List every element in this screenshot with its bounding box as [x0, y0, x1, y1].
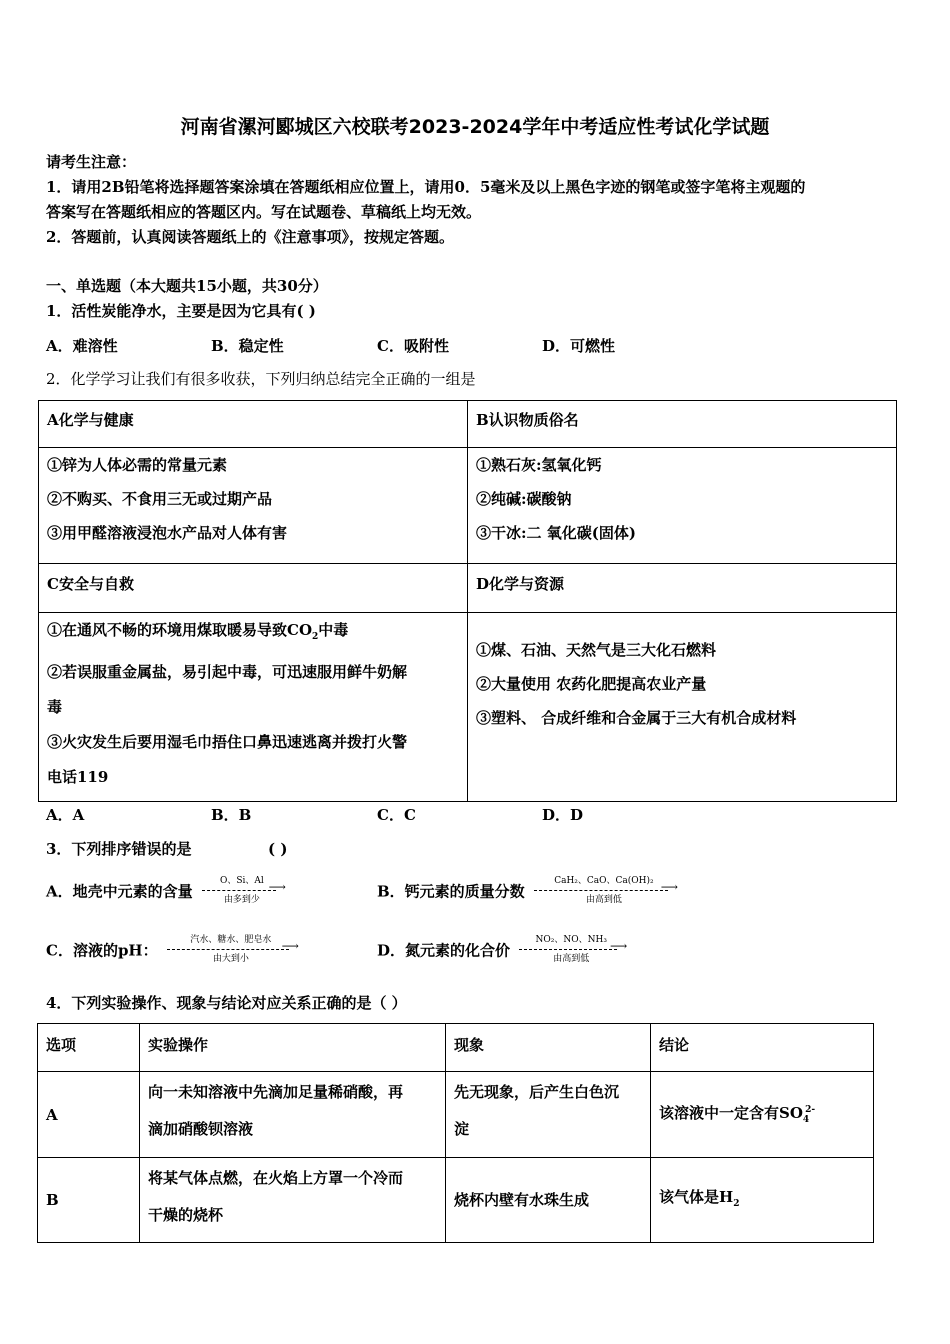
q2-cell-b-head: B认识物质俗名 — [468, 401, 897, 448]
q2-b-line3: ③干冰:二 氧化碳(固体) — [476, 524, 636, 542]
q4-row-b-conclusion: 该气体是$H_2$ — [651, 1158, 874, 1243]
q1-option-c: C．吸附性 — [377, 337, 449, 355]
q3-a-top: O、Si、Al — [219, 876, 264, 886]
q4-stem: 4．下列实验操作、现象与结论对应关系正确的是（ ） — [46, 994, 407, 1012]
q2-a-line2: ②不购买、不食用三无或过期产品 — [47, 490, 273, 508]
q2-cell-d-head: D化学与资源 — [468, 564, 897, 613]
q2-c-line5: 电话119 — [47, 768, 109, 786]
q3-d-bottom: 由高到低 — [553, 954, 590, 964]
q4-row-b-operation: 将某气体点燃，在火焰上方罩一个冷而 干燥的烧杯 — [140, 1158, 446, 1243]
q4-header-phenomenon: 现象 — [446, 1024, 651, 1072]
q3-b-bottom: 由高到低 — [585, 895, 622, 905]
q3-a-bottom: 由多到少 — [223, 895, 260, 905]
section1-heading: 一、单选题（本大题共15小题，共30分） — [46, 277, 328, 295]
q2-d-line1: ①煤、石油、天然气是三大化石燃料 — [476, 641, 717, 659]
q2-cell-c-body — [39, 613, 468, 802]
q3-c-bottom: 由大到小 — [212, 954, 249, 964]
page-title: 河南省漯河郾城区六校联考2023-2024学年中考适应性考试化学试题 — [180, 116, 770, 138]
q2-b-line1: ①熟石灰:氢氧化钙 — [476, 456, 602, 474]
q2-option-b: B．B — [211, 806, 252, 824]
q1-stem: 1．活性炭能净水，主要是因为它具有( ) — [46, 302, 316, 320]
q2-cell-c-head: C安全与自救 — [39, 564, 468, 613]
q2-option-d: D．D — [542, 806, 584, 824]
q4-row-a-conclusion: 该溶液中一定含有$SO_4^{2-}$ — [651, 1072, 874, 1158]
notice-item2: 2．答题前，认真阅读答题纸上的《注意事项》，按规定答题。 — [46, 228, 454, 246]
q3-option-d — [377, 935, 623, 965]
q4-row-a-phenomenon: 先无现象，后产生白色沉 淀 — [446, 1072, 651, 1158]
q4-header-operation: 实验操作 — [140, 1024, 446, 1072]
q3-stem: 3．下列排序错误的是 — [46, 840, 192, 858]
q3-d-label: D．氮元素的化合价 — [377, 941, 511, 960]
q2-cell-a-head: A化学与健康 — [39, 401, 468, 448]
q3-option-c — [46, 935, 295, 965]
q1-option-a: A．难溶性 — [46, 337, 118, 355]
q3-c-top: 汽水、糖水、肥皂水 — [190, 935, 272, 945]
q1-option-d: D．可燃性 — [542, 337, 616, 355]
q3-b-top: CaH₂、CaO、Ca(OH)₂ — [554, 876, 654, 886]
notice-item1-line2: 答案写在答题纸相应的答题区内。写在试题卷、草稿纸上均无效。 — [46, 203, 482, 221]
q2-option-c: C．C — [377, 806, 416, 824]
q2-a-line1: ①锌为人体必需的常量元素 — [47, 456, 228, 474]
q2-d-line2: ②大量使用 农药化肥提高农业产量 — [476, 675, 707, 693]
q2-option-a: A．A — [46, 806, 85, 824]
q2-stem: 2．化学学习让我们有很多收获，下列归纳总结完全正确的一组是 — [46, 370, 476, 388]
q3-c-arrow — [167, 935, 295, 965]
q2-cell-d-body — [468, 613, 897, 802]
q4-table — [37, 1023, 874, 1243]
notice-heading: 请考生注意： — [46, 153, 137, 171]
q4-row-b-phenomenon: 烧杯内壁有水珠生成 — [446, 1158, 651, 1243]
q3-b-label: B．钙元素的质量分数 — [377, 882, 525, 901]
q2-c-line3: 毒 — [47, 698, 63, 716]
q2-cell-b-body — [468, 448, 897, 564]
q4-row-b-option: B — [38, 1158, 140, 1243]
q2-c-line4: ③火灾发生后要用湿毛巾捂住口鼻迅速逃离并拨打火警 — [47, 733, 408, 751]
q3-d-top: NO₂、NO、NH₃ — [535, 935, 607, 945]
q4-header-option: 选项 — [38, 1024, 140, 1072]
q1-option-b: B．稳定性 — [211, 337, 284, 355]
q2-a-line3: ③用甲醛溶液浸泡水产品对人体有害 — [47, 524, 288, 542]
q2-c-line1: ①在通风不畅的环境用煤取暖易导致$CO_2$中毒 — [47, 621, 349, 642]
q3-bracket: ( ) — [268, 840, 288, 858]
q2-c-line2: ②若误服重金属盐，易引起中毒，可迅速服用鲜牛奶解 — [47, 663, 408, 681]
q3-option-a — [46, 876, 282, 906]
q3-a-label: A．地壳中元素的含量 — [46, 882, 193, 901]
q3-d-arrow — [519, 935, 623, 965]
q2-table — [38, 400, 897, 802]
q2-d-line3: ③塑料、 合成纤维和合金属于三大有机合成材料 — [476, 709, 797, 727]
q2-cell-a-body — [39, 448, 468, 564]
q2-b-line2: ②纯碱:碳酸钠 — [476, 490, 572, 508]
q4-row-a-operation: 向一未知溶液中先滴加足量稀硝酸，再 滴加硝酸钡溶液 — [140, 1072, 446, 1158]
notice-item1-line1: 1．请用2B铅笔将选择题答案涂填在答题纸相应位置上，请用0．5毫米及以上黑色字迹的钢笔或签字笔将主观题的 — [46, 178, 806, 196]
q3-a-arrow — [202, 876, 282, 906]
q4-header-conclusion: 结论 — [651, 1024, 874, 1072]
q3-b-arrow — [534, 876, 674, 906]
q3-c-label: C．溶液的pH： — [46, 941, 158, 960]
q3-option-b — [377, 876, 674, 906]
q4-row-a-option: A — [38, 1072, 140, 1158]
